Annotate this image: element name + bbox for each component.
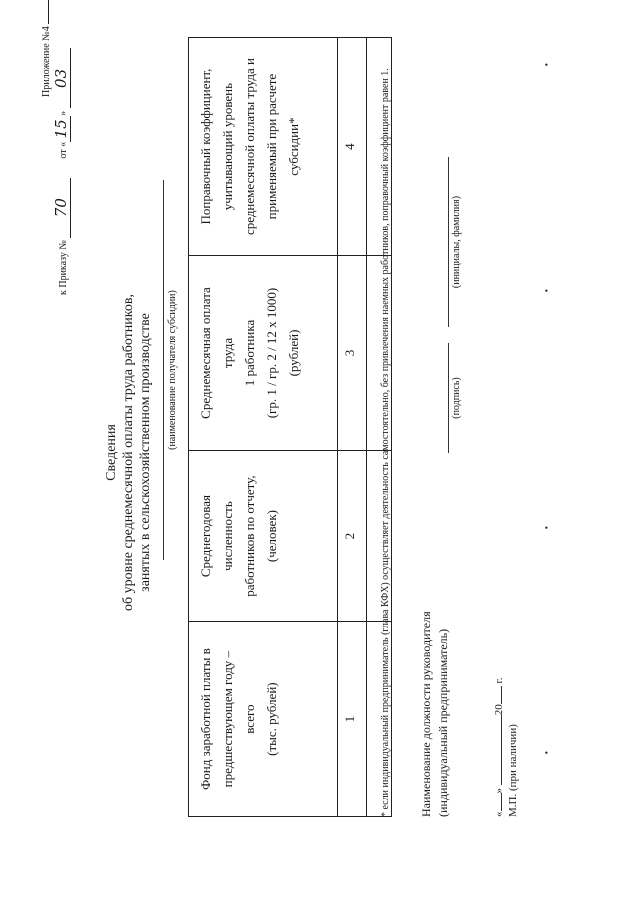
head-position-note: (индивидуальный предприниматель) xyxy=(436,628,450,817)
punch-dot: · xyxy=(540,62,555,67)
order-reference xyxy=(52,48,71,295)
signature-line xyxy=(448,343,449,453)
initials-line xyxy=(448,157,449,327)
order-date-open: от « xyxy=(58,141,69,159)
column-number: 2 xyxy=(338,450,367,621)
annex-label xyxy=(38,0,52,97)
punch-dot: · xyxy=(540,525,555,530)
footnote: * если индивидуальный предприниматель (глава КФХ) осуществляет деятельность самостоятельно, без привлечения наемных работников, поправочный коэффициент равен 1. xyxy=(380,68,391,817)
date-line: «» 20 г. xyxy=(493,677,505,817)
table-header-cell: Среднемесячная оплата труда 1 работника (гр. 1 / гр. 2 / 12 х 1000) (рублей) xyxy=(189,256,338,451)
column-number: 1 xyxy=(338,622,367,817)
org-name-line xyxy=(163,180,164,560)
document-title: Сведения xyxy=(104,424,119,481)
table-number-row xyxy=(338,38,367,817)
column-number: 3 xyxy=(338,256,367,451)
order-date-close: » xyxy=(58,110,69,116)
order-number-handwritten: 70 xyxy=(52,178,71,238)
seal-note: М.П. (при наличии) xyxy=(507,724,519,817)
document-subtitle-2: занятых в сельскохозяйственном производстве xyxy=(138,313,153,592)
order-day-handwritten: 15 xyxy=(52,116,71,142)
table-header-cell: Среднегодовая численность работников по отчету, (человек) xyxy=(189,450,338,621)
table-header-cell: Фонд заработной платы в предшествующем году – всего (тыс. рублей) xyxy=(189,622,338,817)
signature-caption: (подпись) xyxy=(451,377,462,419)
order-label: к Приказу № xyxy=(58,240,69,295)
table-header-cell: Поправочный коэффициент, учитывающий уровень среднемесячной оплаты труда и применяемый при расчете субсидии* xyxy=(189,38,338,256)
punch-dot: · xyxy=(540,750,555,755)
punch-dot: · xyxy=(540,288,555,293)
table-header-row xyxy=(189,38,338,817)
document-subtitle-1: об уровне среднемесячной оплаты труда работников, xyxy=(121,294,136,611)
initials-caption: (инициалы, фамилия) xyxy=(451,195,462,289)
wage-table xyxy=(188,37,392,817)
head-position xyxy=(418,611,452,817)
head-position-title: Наименование должности руководителя xyxy=(419,611,433,817)
annex-number: Приложение №4 xyxy=(41,26,52,97)
order-month-handwritten: 03 xyxy=(52,48,71,108)
column-number: 4 xyxy=(338,38,367,256)
org-name-caption: (наименование получателя субсидии) xyxy=(167,290,178,450)
